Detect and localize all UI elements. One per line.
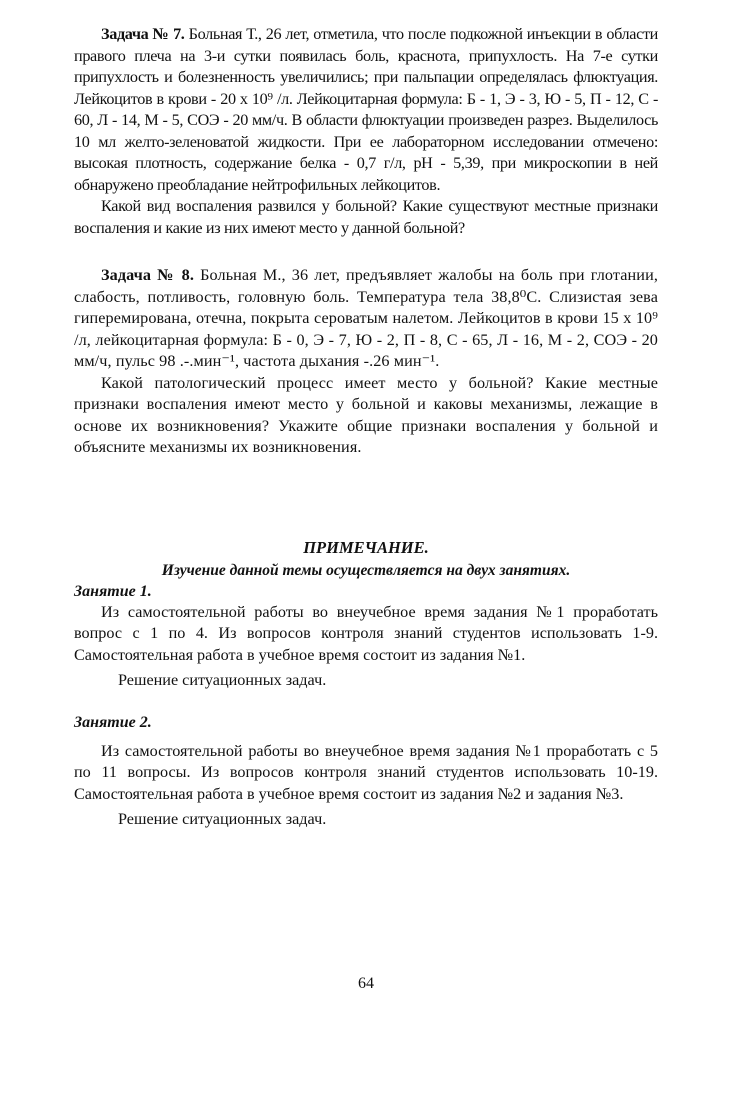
task-8-label: Задача № 8. (101, 266, 195, 284)
task-7-question: Какой вид воспаления развился у больной? Какие существуют местные признаки воспаления и какие из них имеют место у данной больной? (74, 197, 658, 237)
task-7-text: Больная Т., 26 лет, отметила, что после подкожной инъекции в области правого плеча на 3-и сутки появилась боль, краснота, припухлость. На 7-е сутки припухлость и болезненность увеличились; при пальпации определялась флюктуация. Лейкоцитов в крови - 20 х 10⁹ /л. Лейкоцитарная формула: Б - 1, Э - 3, Ю - 5, П - 12, С - 60, Л - 14, М - 5, СОЭ - 20 мм/ч. В области флюктуации произведен разрез. Выделилось 10 мл желто-зеленоватой жидкости. При ее лабораторном исследовании отмечено: высокая плотность, содержание белка - 0,7 г/л, рН - 5,39, при микроскопии в ней обнаружено преобладание нейтрофильных лейкоцитов. (74, 25, 658, 194)
task-7 (74, 24, 658, 239)
task-7-label: Задача № 7. (101, 25, 185, 43)
task-8-body (74, 265, 658, 373)
lesson-2-solve: Решение ситуационных задач. (118, 810, 327, 828)
note-subtitle: Изучение данной темы осуществляется на двух занятиях. (161, 561, 571, 579)
lesson-2-heading: Занятие 2. (74, 713, 152, 731)
note-section (74, 537, 658, 831)
task-7-body (74, 24, 658, 196)
note-title: ПРИМЕЧАНИЕ. (303, 537, 429, 557)
lesson-2 (74, 712, 658, 831)
lesson-2-text: Из самостоятельной работы во внеучебное время задания №1 проработать с 5 по 11 вопросы. Из вопросов контроля знаний студентов использовать 10-19. Самостоятельная работа в учебное время состоит из задания №2 и задания №3. (74, 741, 658, 803)
task-8-question: Какой патологический процесс имеет место у больной? Какие местные признаки воспаления имеют место у больной и каковы механизмы, лежащие в основе их возникновения? Укажите общие признаки воспаления у больной и объясните механизмы их возникновения. (74, 373, 658, 456)
lesson-1-text: Из самостоятельной работы во внеучебное время задания №1 проработать вопрос с 1 по 4. Из вопросов контроля знаний студентов использовать 1-9. Самостоятельная работа в учебное время состоит из задания №1. (74, 602, 658, 664)
task-8-text: Больная М., 36 лет, предъявляет жалобы на боль при глотании, слабость, потливость, головную боль. Температура тела 38,8⁰С. Слизистая зева гиперемирована, отечна, покрыта сероватым налетом. Лейкоцитов в крови 15 х 10⁹ /л, лейкоцитарная формула: Б - 0, Э - 7, Ю - 2, П - 8, С - 65, Л - 16, М - 2, СОЭ - 20 мм/ч, пульс 98 .-.мин⁻¹, частота дыхания -.26 мин⁻¹. (74, 266, 658, 370)
lesson-1-heading: Занятие 1. (74, 582, 152, 600)
page-number: 64 (358, 975, 374, 992)
lesson-1-solve: Решение ситуационных задач. (118, 671, 327, 689)
lesson-1 (74, 581, 658, 692)
task-8 (74, 265, 658, 459)
